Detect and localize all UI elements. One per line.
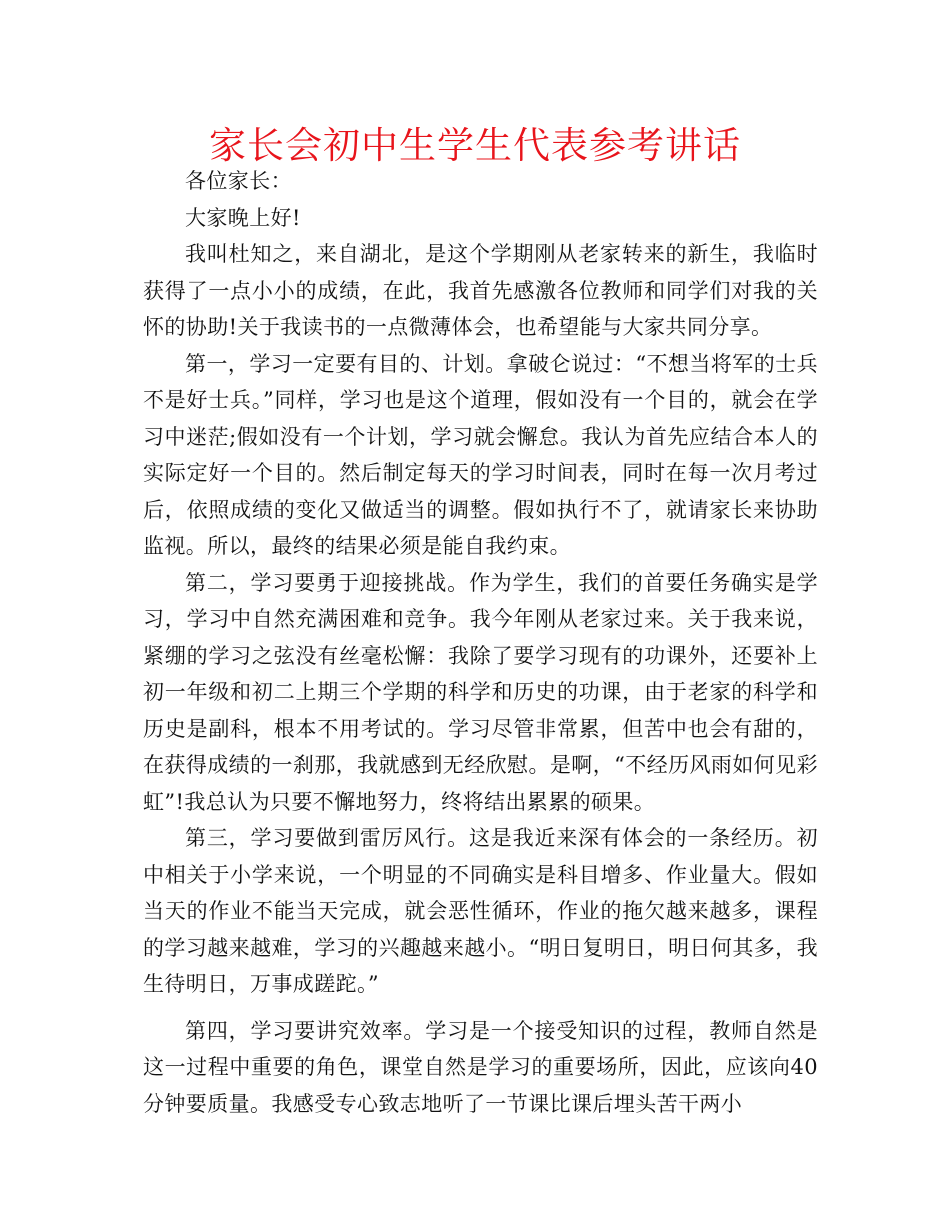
greeting-paragraph: 各位家长： bbox=[185, 169, 292, 193]
salutation-paragraph: 大家晚上好! bbox=[185, 205, 301, 230]
point-two-paragraph: 第二，学习要勇于迎接挑战。作为学生，我们的首要任务确实是学习，学习中自然充满困难和竞争。我今年刚从老家过来。关于我来说，紧绷的学习之弦没有丝毫松懈：我除了要学习现有的功课外，还要补上初一年级和初二上期三个学期的科学和历史的功课，由于老家的科学和历史是副科，根本不用考试的。学习尽管非常累，但苦中也会有甜的，在获得成绩的一刹那，我就感到无经欣慰。是啊，“不经历风雨如何见彩虹”!我总认为只要不懈地努力，终将结出累累的硕果。 bbox=[143, 570, 818, 814]
document-body bbox=[143, 163, 818, 1122]
point-one-paragraph: 第一，学习一定要有目的、计划。拿破仑说过：“不想当将军的士兵不是好士兵。”同样，学习也是这个道理，假如没有一个目的，就会在学习中迷茫;假如没有一个计划，学习就会懈怠。我认为首先应结合本人的实际定好一个目的。然后制定每天的学习时间表，同时在每一次月考过后，依照成绩的变化又做适当的调整。假如执行不了，就请家长来协助监视。所以，最终的结果必须是能自我约束。 bbox=[143, 351, 818, 558]
point-four-paragraph: 第四，学习要讲究效率。学习是一个接受知识的过程，教师自然是这一过程中重要的角色，课堂自然是学习的重要场所，因此，应该向40分钟要质量。我感受专心致志地听了一节课比课后埋头苦干两小 bbox=[143, 1018, 818, 1116]
point-three-paragraph: 第三，学习要做到雷厉风行。这是我近来深有体会的一条经历。初中相关于小学来说，一个明显的不同确实是科目增多、作业量大。假如当天的作业不能当天完成，就会恶性循环，作业的拖欠越来越多，课程的学习越来越难，学习的兴趣越来越小。“明日复明日，明日何其多，我生待明日，万事成蹉跎。” bbox=[143, 826, 818, 996]
document-title: 家长会初中生学生代表参考讲话 bbox=[209, 124, 741, 167]
intro-paragraph: 我叫杜知之，来自湖北，是这个学期刚从老家转来的新生，我临时获得了一点小小的成绩，在此，我首先感激各位教师和同学们对我的关怀的协助!关于我读书的一点微薄体会，也希望能与大家共同分享。 bbox=[143, 242, 818, 339]
